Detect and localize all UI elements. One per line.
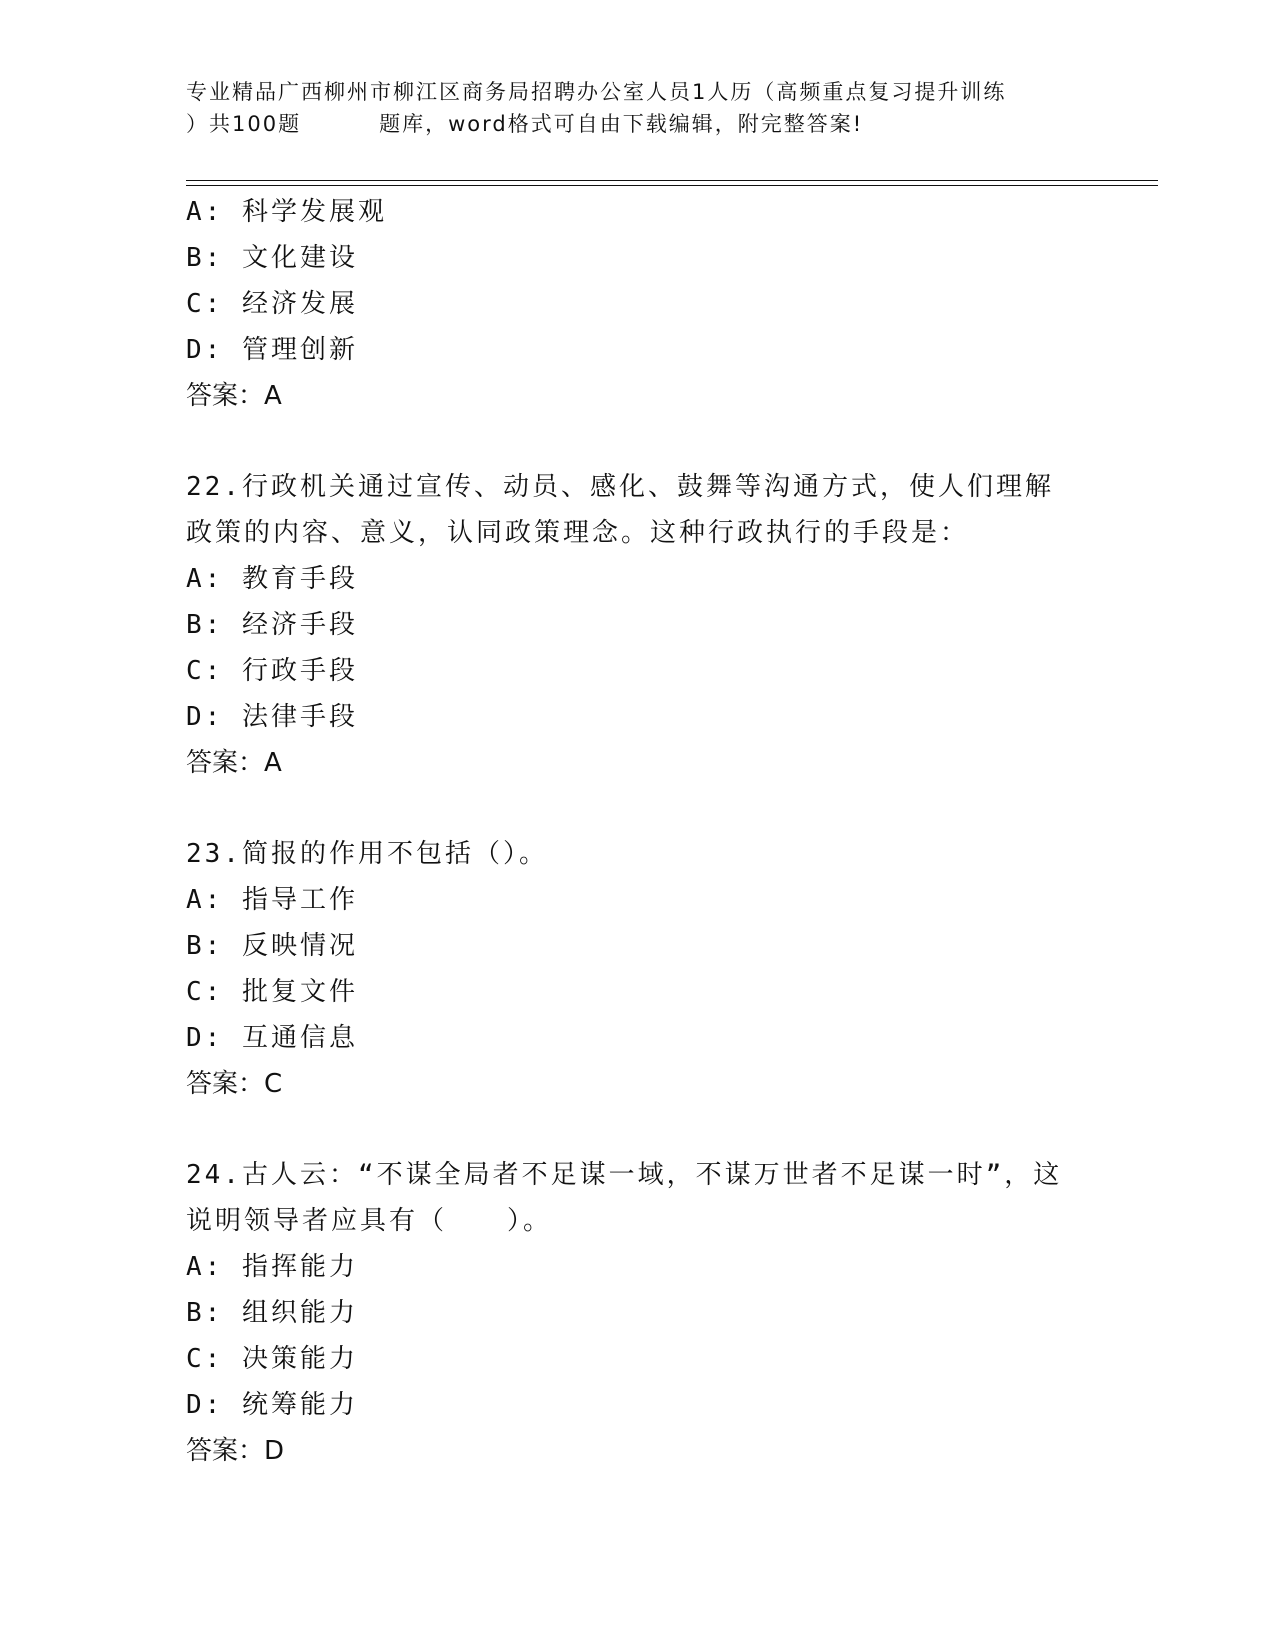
option-b: B: 文化建设: [186, 243, 358, 273]
option-a: A: 指导工作: [186, 885, 358, 915]
document-header: [186, 76, 1106, 140]
answer: 答案：A: [186, 748, 282, 778]
option-d: D: 法律手段: [186, 702, 358, 732]
question-block-24: [186, 1152, 1086, 1474]
question-text: [186, 1152, 1076, 1244]
option-d: D: 管理创新: [186, 335, 358, 365]
option-c: C: 经济发展: [186, 289, 358, 319]
header-title-line-1: 专业精品广西柳州市柳江区商务局招聘办公室人员1人历（高频重点复习提升训练: [186, 80, 1007, 104]
header-divider-bottom: [186, 185, 1158, 186]
option-c: C: 决策能力: [186, 1344, 358, 1374]
question-text-part-2: ）。: [507, 1206, 553, 1236]
question-block-22: [186, 464, 1086, 786]
header-title-part-1: ）共100题: [186, 112, 302, 136]
question-text: 22.行政机关通过宣传、动员、感化、鼓舞等沟通方式，使人们理解政策的内容、意义，认同政策理念。这种行政执行的手段是：: [186, 472, 1054, 548]
option-d: D: 互通信息: [186, 1023, 358, 1053]
answer: 答案：C: [186, 1069, 283, 1099]
option-a: A: 科学发展观: [186, 197, 387, 227]
question-text-part-1: 24.古人云：“不谋全局者不足谋一域，不谋万世者不足谋一时”，这说明领导者应具有（: [186, 1160, 1063, 1236]
question-text: 23.简报的作用不包括（）。: [186, 839, 548, 869]
header-title-line-2: [186, 108, 1106, 140]
option-b: B: 组织能力: [186, 1298, 358, 1328]
answer: 答案：D: [186, 1436, 285, 1466]
answer: 答案：A: [186, 381, 282, 411]
option-a: A: 教育手段: [186, 564, 358, 594]
option-d: D: 统筹能力: [186, 1390, 358, 1420]
option-c: C: 批复文件: [186, 977, 358, 1007]
question-list: [186, 189, 1086, 1474]
option-b: B: 反映情况: [186, 931, 358, 961]
option-c: C: 行政手段: [186, 656, 358, 686]
question-block-23: [186, 831, 1086, 1107]
option-a: A: 指挥能力: [186, 1252, 358, 1282]
header-divider-top: [186, 180, 1158, 181]
header-title-part-2: 题库，word格式可自由下载编辑，附完整答案!: [379, 112, 864, 136]
option-b: B: 经济手段: [186, 610, 358, 640]
question-block-21: [186, 189, 1086, 419]
